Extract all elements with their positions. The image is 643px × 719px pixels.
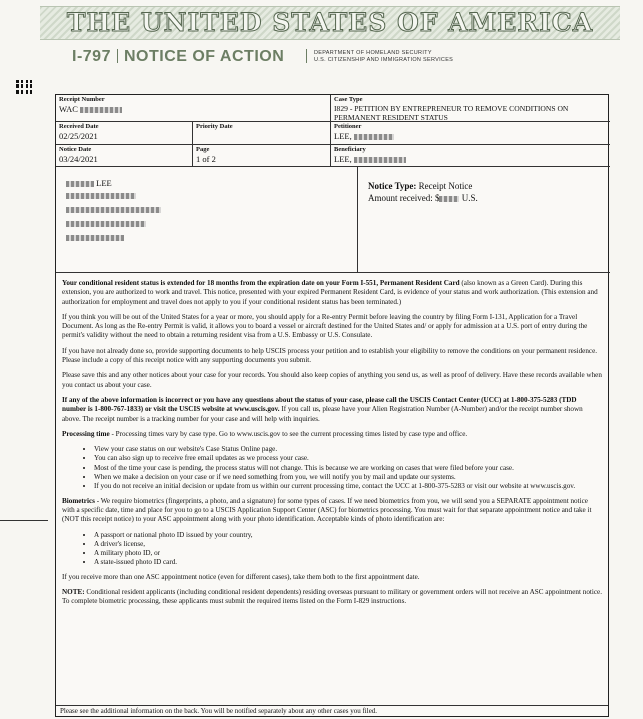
field-label: Beneficiary — [334, 146, 366, 153]
list-item: • A driver's license, — [94, 540, 602, 549]
list-item: • A state-issued photo ID card. — [94, 558, 602, 567]
list-item: • A military photo ID, or — [94, 549, 602, 558]
notice-type-value: Receipt Notice — [418, 181, 473, 191]
agency-name: U.S. CITIZENSHIP AND IMMIGRATION SERVICES — [314, 56, 454, 63]
address-redacted — [66, 193, 161, 241]
paragraph-biometrics: Biometrics - We require biometrics (fingerprints, a photo, and a signature) for some types of cases. If we need biometrics from you, we will send you a SEPARATE appointment notice with a specific date, time and place for you to go to a USCIS Application Support Center (ASC) for biometrics processing. You must wait for that separate appointment notice and take it (NOT this receipt notice) to your ASC appointment along with your photo identification. Acceptable kinds of photo identification are: — [62, 496, 592, 524]
paragraph-extension: Your conditional resident status is extended for 18 months from the expiration date on your Form I-551, Permanent Resident Card (also known as a Green Card). During this extension, you are authorized to work and travel. This notice, presented with your expired Permanent Resident Card, is evidence of your status and work authorization. (This extension and authorization for employment and travel does not apply to you if your conditional resident status has been terminated.) — [62, 279, 598, 306]
paragraph-supporting-docs: If you have not already done so, provide supporting documents to help USCIS process your petition and to establish your eligibility to remove the conditions on your permanent residence. Please include a copy of this receipt notice with any supporting documents you submit. — [62, 346, 598, 365]
case-type-cell — [331, 95, 610, 122]
address-block — [56, 167, 358, 273]
beneficiary-name: LEE, — [334, 154, 352, 164]
case-type: I829 - PETITION BY ENTREPRENEUR TO REMOVE CONDITIONS ON PERMANENT RESIDENT STATUS — [334, 104, 569, 122]
paragraph-processing-time: Processing time - Processing times vary by case type. Go to www.uscis.gov to see the current processing times listed by case type and office. — [62, 429, 468, 438]
paragraph-records: Please save this and any other notices about your case for your records. You should also keep copies of anything you send us, as well as proof of delivery. Have these records available when you contact us about your case. — [62, 371, 602, 389]
banner-title: THE UNITED STATES OF AMERICA — [66, 8, 594, 37]
receipt-number: WAC — [59, 104, 78, 114]
notice-type-block — [358, 167, 610, 273]
beneficiary-cell — [331, 145, 610, 167]
amount-currency: U.S. — [461, 193, 478, 203]
redaction — [66, 181, 94, 187]
amount-label: Amount received: $ — [368, 193, 440, 203]
list-item: • A passport or national photo ID issued by your country, — [94, 531, 602, 540]
notice-type-label: Notice Type: — [368, 181, 417, 191]
receipt-number-cell — [56, 95, 331, 122]
department-name: DEPARTMENT OF HOMELAND SECURITY — [314, 50, 432, 56]
footer-note: Please see the additional information on the back. You will be notified separately about any other cases you filed. — [56, 705, 608, 716]
list-item: • If you do not receive an initial decision or update from us within our current processing time, contact the UCC at 1-800-375-5283 or visit our website at www.uscis.gov. — [94, 482, 602, 491]
field-label: Notice Date — [59, 146, 92, 153]
paragraph-reentry: If you think you will be out of the United States for a year or more, you should apply for a Re-entry Permit before leaving the country by filing Form I-131, Application for a Travel Document. As long as the Re-entry Permit is valid, it allows you to board a vessel or aircraft destined for the United States and/ or apply for admission at a U.S. port of entry during the permit's validity without the need to obtain a returning resident visa from a U.S. Embassy or U.S. Consulate. — [62, 312, 588, 340]
list-item: • You can also sign up to receive free email updates as we process your case. — [94, 454, 602, 463]
field-label: Page — [196, 146, 210, 153]
divider — [117, 49, 118, 63]
form-title: NOTICE OF ACTION — [123, 48, 285, 65]
redaction — [66, 193, 136, 199]
list-item: • Most of the time your case is pending, the process status will not change. This is because we are working on cases that were filed before your case. — [94, 464, 602, 473]
notice-date-cell — [56, 145, 193, 167]
redaction — [66, 235, 124, 241]
notice-form — [55, 94, 609, 717]
list-item: • View your case status on our website's Case Status Online page. — [94, 445, 602, 454]
redaction — [80, 107, 122, 113]
field-label: Receipt Number — [59, 96, 105, 103]
redaction — [439, 196, 459, 202]
field-label: Priority Date — [196, 123, 233, 130]
page-cell — [193, 145, 331, 167]
priority-date-cell — [193, 122, 331, 145]
notice-date: 03/24/2021 — [59, 154, 98, 164]
field-label: Received Date — [59, 123, 99, 130]
field-label: Case Type — [334, 96, 363, 103]
form-id: I-797 — [72, 48, 111, 65]
margin-mark — [0, 520, 48, 521]
redaction — [66, 207, 161, 213]
redaction — [354, 134, 394, 140]
redaction — [66, 221, 146, 227]
received-date-cell — [56, 122, 193, 145]
list-item: • When we make a decision on your case or if we need something from you, we will notify you by mail and update our systems. — [94, 473, 602, 482]
divider — [306, 49, 307, 63]
agency-block — [314, 50, 453, 63]
petitioner-cell — [331, 122, 610, 145]
redaction — [354, 157, 406, 163]
photo-id-list — [62, 531, 602, 568]
notice-body — [62, 279, 602, 613]
field-label: Petitioner — [334, 123, 362, 130]
paragraph-multiple-notices: If you receive more than one ASC appointment notice (even for different cases), take them both to the first appointment date. — [62, 572, 420, 581]
petitioner-name: LEE, — [334, 131, 352, 141]
processing-list — [62, 445, 602, 491]
addressee-name: LEE — [96, 178, 112, 188]
paragraph-note: NOTE: Conditional resident applicants (including conditional resident dependents) residing overseas pursuant to military or government orders will not receive an ASC appointment notice. To complete biometric processing, these applicants must submit the required items listed on the Form I-829 instructions. — [62, 588, 602, 606]
paragraph-contact: If any of the above information is incorrect or you have any questions about the status of your case, please call the USCIS Contact Center (UCC) at 1-800-375-5283 (TDD number is 1-800-767-1833) or visit the USCIS website at www.uscis.gov. If you call us, please have your Alien Registration Number (A-Number) and/or the receipt number shown above. The receipt number is a tracking number for your case and will help with inquiries. — [62, 395, 583, 423]
page-number: 1 of 2 — [196, 154, 216, 164]
form-heading — [72, 48, 284, 68]
received-date: 02/25/2021 — [59, 131, 98, 141]
header-banner — [40, 6, 620, 40]
barcode-icon — [16, 78, 32, 94]
